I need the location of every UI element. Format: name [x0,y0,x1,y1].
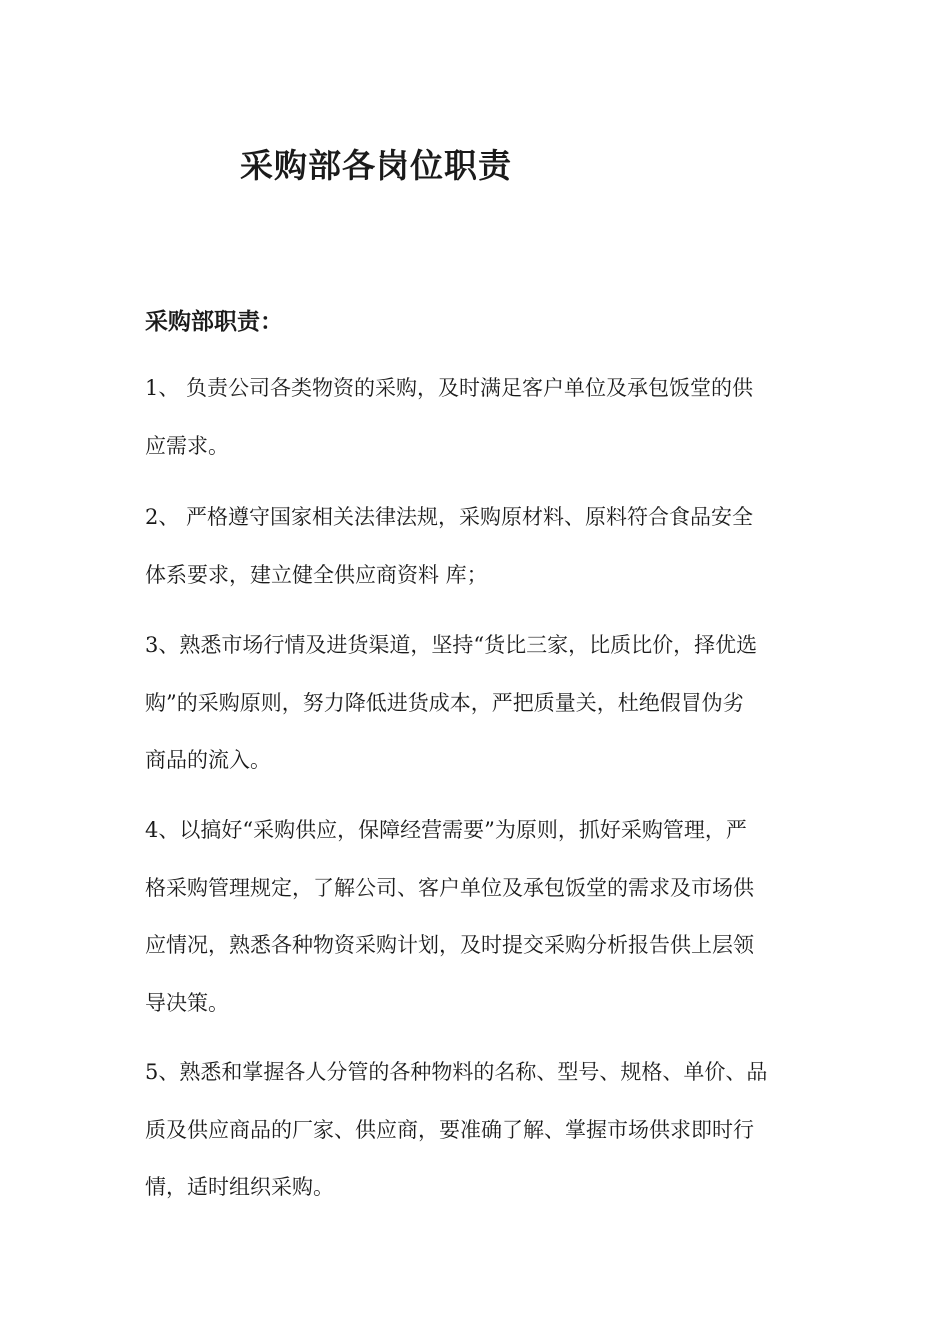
paragraph-line: 情，适时组织采购。 [145,1175,334,1199]
paragraph-line: 商品的流入。 [145,748,271,772]
duty-paragraph-1 [145,360,810,475]
paragraph-line: 导决策。 [145,990,229,1015]
paragraph-line: 应情况，熟悉各种物资采购计划，及时提交采购分析报告供上层领 [145,933,754,957]
paragraph-line: 购”的采购原则，努力降低进货成本，严把质量关，杜绝假冒伪劣 [145,690,744,715]
paragraph-line: 1、 负责公司各类物资的采购，及时满足客户单位及承包饭堂的供 [145,376,754,400]
duty-paragraph-3 [145,617,810,790]
paragraph-line: 质及供应商品的厂家、供应商，要准确了解、掌握市场供求即时行 [145,1117,754,1142]
paragraph-line: 3、熟悉市场行情及进货渠道，坚持“货比三家，比质比价，择优选 [145,633,758,657]
paragraph-line: 2、 严格遵守国家相关法律法规，采购原材料、原料符合食品安全 [145,505,754,529]
section-heading: 采购部职责： [145,308,283,335]
paragraph-line: 格采购管理规定，了解公司、客户单位及承包饭堂的需求及市场供 [145,875,754,900]
paragraph-line: 5、熟悉和掌握各人分管的各种物料的名称、型号、规格、单价、品 [145,1060,768,1084]
duty-paragraph-4 [145,802,810,1032]
paragraph-line: 体系要求，建立健全供应商资料 库； [145,562,488,587]
document-title: 采购部各岗位职责 [240,146,512,185]
paragraph-line: 4、以搞好“采购供应，保障经营需要”为原则，抓好采购管理，严 [145,818,747,842]
paragraph-line: 应需求。 [145,433,229,458]
duty-paragraph-2 [145,489,810,604]
duty-paragraph-5 [145,1044,810,1217]
